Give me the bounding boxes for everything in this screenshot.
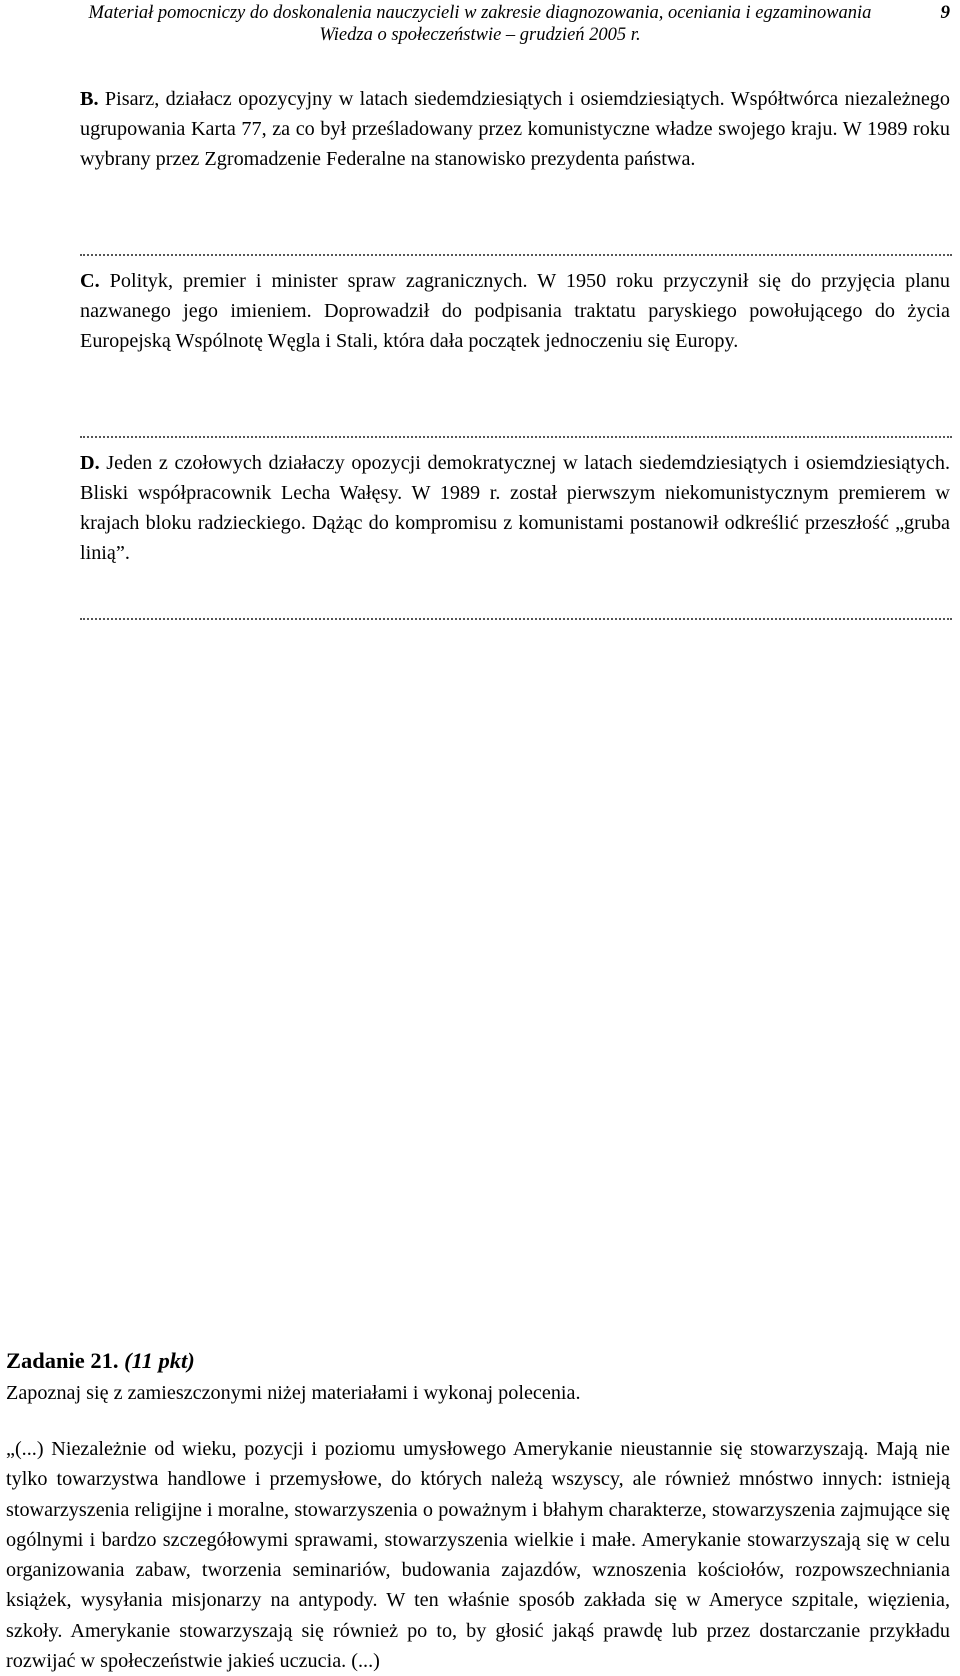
page-header (0, 2, 960, 46)
answer-b (80, 84, 950, 174)
source-paragraph-1: „(...) Niezależnie od wieku, pozycji i poziomu umysłowego Amerykanie nieustannie się stowarzyszają. Mają nie tylko towarzystwa handlowe i przemysłowe, do których należą wszyscy, ale również mnóstwo innych: istnieją stowarzyszenia religijne i moralne, stowarzyszenia o poważnym i błahym charakterze, stowarzyszenia zajmujące się ogólnymi i bardzo szczegółowymi sprawami, stowarzyszenia wielkie i małe. Amerykanie stowarzyszają się w celu organizowania zabaw, tworzenia seminariów, budowania zajazdów, wznoszenia kościołów, rozpowszechniania książek, wysyłania misjonarzy na antypody. W ten właśnie sposób zakłada się w Ameryce szpitale, więzienia, szkoły. Amerykanie stowarzyszają się również po to, by głosić jakąś prawdę lub przez dostarczanie przykładu rozwijać w społeczeństwie jakieś uczucia. (...) (6, 1438, 950, 1673)
header-line-2: Wiedza o społeczeństwie – grudzień 2005 r. (319, 25, 641, 45)
header-line-1: Materiał pomocniczy do doskonalenia nauczycieli w zakresie diagnozowania, oceniania i egzaminowania (88, 3, 872, 23)
task-title: Zadanie 21. (6, 1348, 119, 1373)
answer-line-divider (80, 436, 952, 438)
task-points: (11 pkt) (124, 1348, 195, 1373)
answer-b-text: Pisarz, działacz opozycyjny w latach siedemdziesiątych i osiemdziesiątych. Współtwórca niezależnego ugrupowania Karta 77, za co był prześladowany przez komunistyczne władze swojego kraju. W 1989 roku wybrany przez Zgromadzenie Federalne na stanowisko prezydenta państwa. (80, 88, 950, 170)
answer-c (80, 266, 950, 356)
answer-c-text: Polityk, premier i minister spraw zagranicznych. W 1950 roku przyczynił się do przyjęcia planu nazwanego jego imieniem. Doprowadził do podpisania traktatu paryskiego powołującego do życia Europejską Wspólnotę Węgla i Stali, która dała początek jednoczeniu się Europy. (80, 270, 950, 352)
answer-d (80, 448, 950, 568)
answer-c-label: C. (80, 270, 100, 292)
page-number: 9 (940, 2, 950, 23)
answer-d-label: D. (80, 452, 100, 474)
task-heading (6, 1346, 950, 1376)
answer-line-divider (80, 618, 952, 620)
task-instruction: Zapoznaj się z zamieszczonymi niżej materiałami i wykonaj polecenia. (6, 1382, 581, 1404)
answer-b-label: B. (80, 88, 99, 110)
answer-d-text: Jeden z czołowych działaczy opozycji demokratycznej w latach siedemdziesiątych i osiemdziesiątych. Bliski współpracownik Lecha Wałęsy. W 1989 r. został pierwszym niekomunistycznym premierem w krajach bloku radzieckiego. Dążąc do kompromisu z komunistami postanowił odkreślić przeszłość „gruba linią”. (80, 452, 950, 564)
answer-line-divider (80, 254, 952, 256)
